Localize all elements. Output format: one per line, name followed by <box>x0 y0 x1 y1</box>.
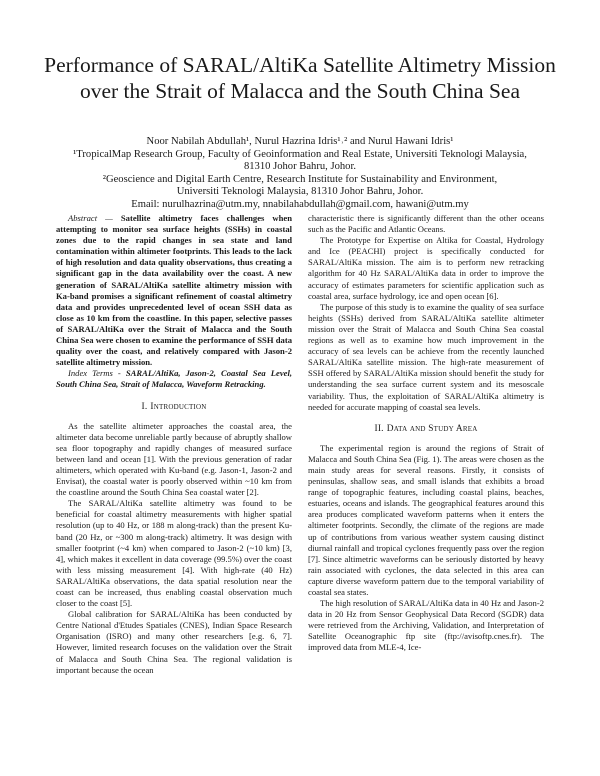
paper-title: Performance of SARAL/AltiKa Satellite Altimetry Mission over the Strait of Malacca and the South China Sea <box>44 53 556 103</box>
paragraph: As the satellite altimeter approaches the coastal area, the altimeter data become unreliable partly because of abruptly shallow sea floor topography and rapidly changes of measured surface between land and ocean [1]. With the previous generation of radar altimeters, which operated with Ku-band (e.g. Jason-1, Jason-2 and Envisat), the coastal water is poorly observed within ~10 km from the coastline around the South China Sea coastal water [2]. <box>56 420 292 498</box>
section-title: Data and Study Area <box>386 423 478 434</box>
section-number: II. <box>374 423 384 434</box>
affiliation-1: ¹TropicalMap Research Group, Faculty of Geoinformation and Real Estate, Universiti Teknologi Malaysia, <box>73 148 527 160</box>
author-block <box>40 136 560 211</box>
right-column <box>308 213 544 654</box>
section-title: Introduction <box>150 401 207 412</box>
author-names: Noor Nabilah Abdullah¹, Nurul Hazrina Idris¹˒² and Nurul Hawani Idris¹ <box>146 136 454 147</box>
left-column <box>56 213 292 676</box>
index-terms-label: Index Terms - <box>68 368 121 379</box>
abstract <box>56 213 292 368</box>
paragraph: The SARAL/AltiKa satellite altimetry was found to be beneficial for coastal altimetry measurements with higher spatial resolution (up to 40 Hz, or 188 m along-track) than the present Ku-band (20 Hz, or ~300 m along-track) altimetry. It was design with smaller footprint (~4 km) when compared to Jason-2 (~10 km) [3, 4], which makes it excellent in data coverage (99.5%) over the coast with less missing measurement [4]. With high-rate (40 Hz) SARAL/AltiKa observations, the data spatial resolution near the coast can be increased, thus enabling coastal observation much closer to the coast [5]. <box>56 498 292 609</box>
paragraph-continuation: characteristic there is significantly different than the other oceans such as the Pacific and Atlantic Oceans. <box>308 213 544 235</box>
affiliation-2-address: Universiti Teknologi Malaysia, 81310 Johor Bahru, Johor. <box>176 186 424 197</box>
paragraph: Global calibration for SARAL/AltiKa has been conducted by Centre National d'Etudes Spatiales (CNES), Indian Space Research Organisation (ISRO) and many other researchers [e.g. 6, 7]. However, limited research focuses on the validation over the Strait of Malacca and South China Sea. The regional validation is important because the ocean <box>56 609 292 675</box>
section-number: I. <box>141 401 148 412</box>
section-heading-data-study-area <box>308 424 544 435</box>
author-emails: Email: nurulhazrina@utm.my, nnabilahabdullah@gmail.com, hawani@utm.my <box>131 198 469 210</box>
abstract-text: Satellite altimetry faces challenges when attempting to monitor sea surface heights (SSHs) in coastal zones due to the rapid changes in sea state and land contamination within altimeter footprints. This leads to the lack of high resolution and data quality observations, thus creating a significant gap in the data availability over the coast. A new generation of SARAL/AltiKa satellite altimetry mission with Ka-band promises a significant refinement of coastal altimetry data and provides unprecedented level of ocean SSH data as close as 10 km from the coastline. In this paper, selective passes of SARAL/AltiKa over the Strait of Malacca and the South China Sea were chosen to examine the performance of SSH data quality over the coast, and relatively compared with Jason-2 satellite altimetry mission. <box>56 213 292 368</box>
index-terms-text: SARAL/AltiKa, Jason-2, Coastal Sea Level, South China Sea, Strait of Malacca, Waveform Retracking. <box>56 368 292 390</box>
paragraph: The experimental region is around the regions of Strait of Malacca and South China Sea (Fig. 1). The areas were chosen as the main study areas for several reasons. Firstly, it consists of peninsulas, shallow seas, and small islands that exhibits a broad range of topographic features, including coastal plains, beaches, estuaries, oceans and islands. The geographical features around this area produces complicated waveform patterns when it enters the altimeter footprints. Secondly, the climate of the regions are made up of contributions from various weather system causing distinct diurnal rainfall and tropical cyclones frequently pass over the region [7]. Since altimetric waveforms can be seriously distorted by heavy rain associated with cyclones, the data selected in this area can capture diverse waveform pattern due to the temporal variability of coastal sea states. <box>308 442 544 597</box>
affiliation-2: ²Geoscience and Digital Earth Centre, Research Institute for Sustainability and Environment, <box>102 173 498 185</box>
index-terms <box>56 368 292 390</box>
paragraph: The purpose of this study is to examine the quality of sea surface heights (SSHs) derived from SARAL/AltiKa satellite altimeter mission over the Strait of Malacca and South China Sea coastal regions as well as to examine how much improvement in the accuracy of sea levels can be achieve from the recently launched SARAL/AltiKa satellite mission. The high-rate measurement of SSH offered by SARAL/AltiKa mission should benefit the study for understanding the sea surface current system and its mesoscale variability. Thus, the exploitation of SARAL/AltiKa altimetry is needed for accurate mapping of coastal sea levels. <box>308 301 544 412</box>
abstract-label: Abstract — <box>68 213 113 223</box>
paragraph: The high resolution of SARAL/AltiKa data in 40 Hz and Jason-2 data in 20 Hz from Sensor Geophysical Data Record (SGDR) data were retrieved from the Archiving, Validation, and Interpretation of Satellite Oceanographic ftp site (ftp://avisoftp.cnes.fr). The improved data from MLE-4, Ice- <box>308 598 544 653</box>
section-heading-introduction <box>56 402 292 413</box>
affiliation-1-address: 81310 Johor Bahru, Johor. <box>243 161 357 172</box>
paragraph: The Prototype for Expertise on Altika for Coastal, Hydrology and Ice (PEACHI) project is specifically conducted for SARAL/AltiKa mission. The aim is to perform new retracking algorithm for 40 Hz SARAL/AltiKa data in order to improve the accuracy of estimates parameters for scientific application such as coastal area, surface hydrology, ice and open ocean [6]. <box>308 235 544 301</box>
